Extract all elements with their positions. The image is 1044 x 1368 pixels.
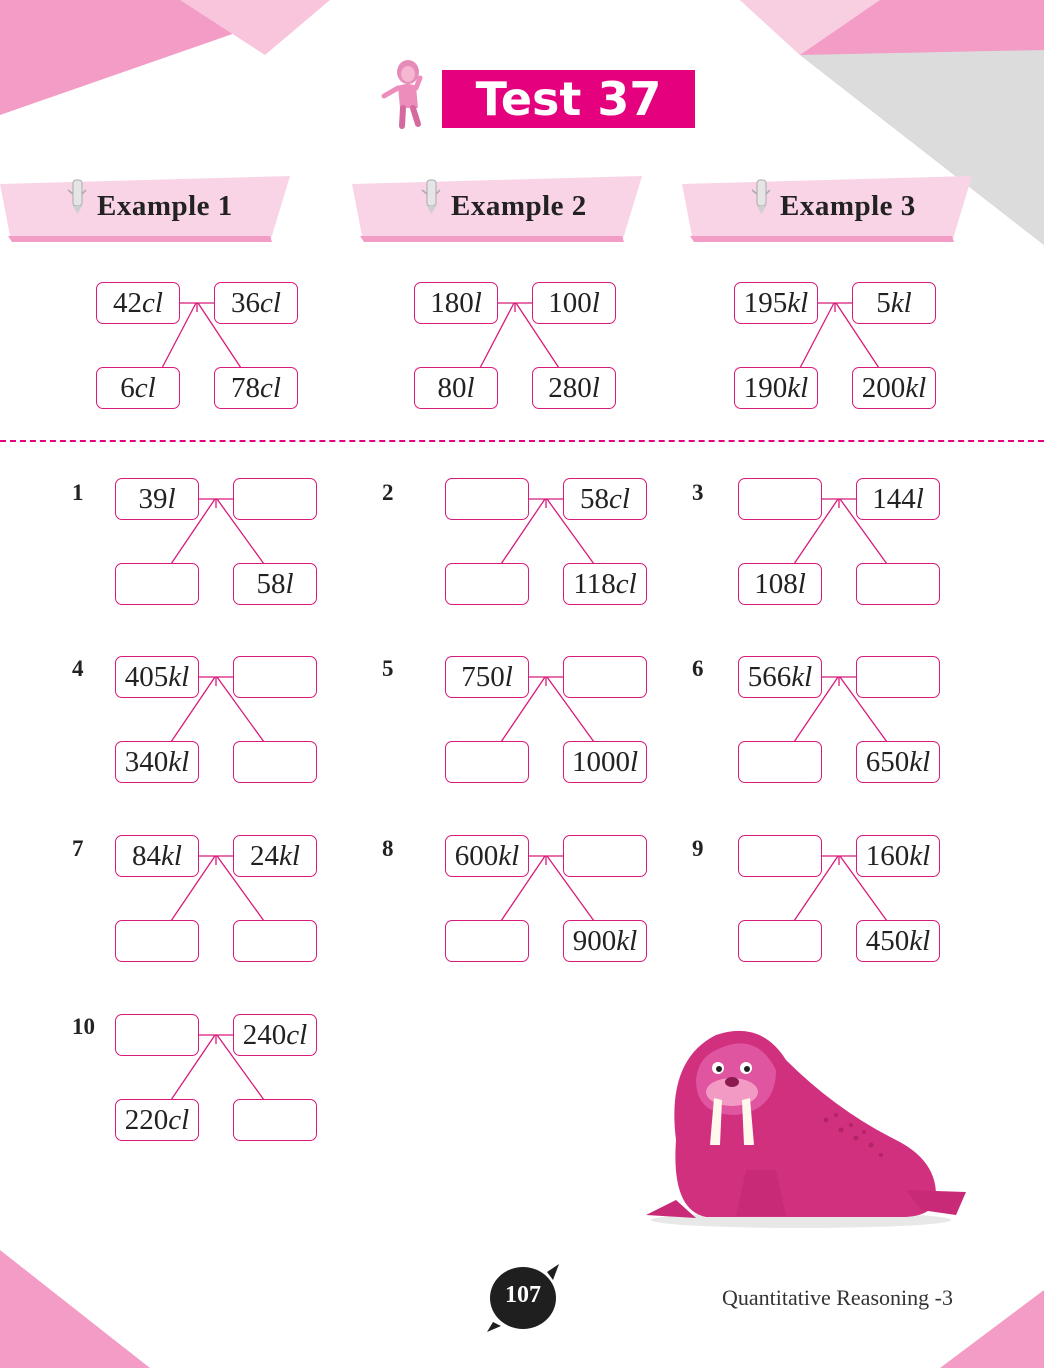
question-4-tree [114, 655, 324, 790]
question-number: 6 [692, 656, 704, 681]
bottom-right-box[interactable] [233, 741, 317, 783]
bottom-left-box[interactable] [738, 741, 822, 783]
question-8-tree [444, 834, 654, 969]
bottom-right-box[interactable]: 118cl [563, 563, 647, 605]
example-1-tree [95, 281, 305, 416]
example-2-tree [413, 281, 623, 416]
bottom-left-box[interactable]: 340kl [115, 741, 199, 783]
question-number: 9 [692, 836, 704, 861]
question-5-tree [444, 655, 654, 790]
dashed-divider [0, 440, 1044, 442]
top-right-box[interactable] [856, 656, 940, 698]
top-left-box: 195kl [734, 282, 818, 324]
bottom-right-box[interactable]: 58l [233, 563, 317, 605]
top-right-box[interactable]: 240cl [233, 1014, 317, 1056]
question-3-tree [737, 477, 947, 612]
top-left-box[interactable]: 84kl [115, 835, 199, 877]
page-number-badge [487, 1264, 559, 1332]
top-left-box: 180l [414, 282, 498, 324]
top-left-box[interactable]: 566kl [738, 656, 822, 698]
bottom-left-box[interactable] [445, 920, 529, 962]
question-10-tree [114, 1013, 324, 1148]
bottom-left-box: 6cl [96, 367, 180, 409]
top-right-box[interactable] [563, 656, 647, 698]
example-3-tree [733, 281, 943, 416]
question-6-tree [737, 655, 947, 790]
top-left-box[interactable]: 405kl [115, 656, 199, 698]
top-right-box: 36cl [214, 282, 298, 324]
bottom-left-box[interactable] [115, 920, 199, 962]
top-right-box[interactable] [233, 656, 317, 698]
example-2-label: Example 2 [451, 190, 587, 222]
bottom-left-box[interactable] [115, 563, 199, 605]
top-left-box[interactable]: 39l [115, 478, 199, 520]
bottom-left-box[interactable] [738, 920, 822, 962]
top-left-box[interactable] [115, 1014, 199, 1056]
bottom-left-box[interactable] [445, 563, 529, 605]
bottom-left-box: 190kl [734, 367, 818, 409]
top-right-box[interactable]: 58cl [563, 478, 647, 520]
question-number: 5 [382, 656, 394, 681]
top-right-box[interactable]: 160kl [856, 835, 940, 877]
example-3-label: Example 3 [780, 190, 916, 222]
question-2-tree [444, 477, 654, 612]
bottom-left-box: 80l [414, 367, 498, 409]
question-number: 7 [72, 836, 84, 861]
question-number: 4 [72, 656, 84, 681]
top-right-box[interactable]: 24kl [233, 835, 317, 877]
top-left-box[interactable] [738, 478, 822, 520]
example-1-banner [0, 176, 290, 242]
bottom-left-box[interactable] [445, 741, 529, 783]
example-3-banner [682, 176, 972, 242]
top-right-box: 5kl [852, 282, 936, 324]
girl-illustration [380, 56, 432, 132]
bottom-right-box[interactable]: 650kl [856, 741, 940, 783]
question-number: 2 [382, 480, 394, 505]
pencil-icon [748, 176, 774, 216]
bottom-right-box[interactable] [233, 1099, 317, 1141]
question-7-tree [114, 834, 324, 969]
page-number: 107 [505, 1282, 541, 1308]
pencil-icon [64, 176, 90, 216]
bottom-right-box: 280l [532, 367, 616, 409]
question-number: 8 [382, 836, 394, 861]
pencil-icon [418, 176, 444, 216]
example-2-banner [352, 176, 642, 242]
test-title: Test 37 [442, 70, 695, 128]
bottom-right-box[interactable] [856, 563, 940, 605]
top-right-box[interactable] [563, 835, 647, 877]
bottom-right-box[interactable]: 450kl [856, 920, 940, 962]
bottom-right-box: 200kl [852, 367, 936, 409]
question-number: 10 [72, 1014, 95, 1039]
question-1-tree [114, 477, 324, 612]
top-right-box[interactable] [233, 478, 317, 520]
bottom-right-box[interactable]: 1000l [563, 741, 647, 783]
question-number: 3 [692, 480, 704, 505]
top-left-box[interactable]: 750l [445, 656, 529, 698]
bottom-left-box[interactable]: 220cl [115, 1099, 199, 1141]
top-left-box: 42cl [96, 282, 180, 324]
question-9-tree [737, 834, 947, 969]
top-right-box: 100l [532, 282, 616, 324]
top-right-box[interactable]: 144l [856, 478, 940, 520]
top-left-box[interactable] [445, 478, 529, 520]
bottom-right-box: 78cl [214, 367, 298, 409]
footer-book-title: Quantitative Reasoning -3 [722, 1285, 953, 1310]
question-number: 1 [72, 480, 84, 505]
bottom-right-box[interactable] [233, 920, 317, 962]
top-left-box[interactable] [738, 835, 822, 877]
walrus-illustration [636, 1020, 972, 1230]
example-1-label: Example 1 [97, 190, 233, 222]
top-left-box[interactable]: 600kl [445, 835, 529, 877]
bottom-left-box[interactable]: 108l [738, 563, 822, 605]
bottom-right-box[interactable]: 900kl [563, 920, 647, 962]
